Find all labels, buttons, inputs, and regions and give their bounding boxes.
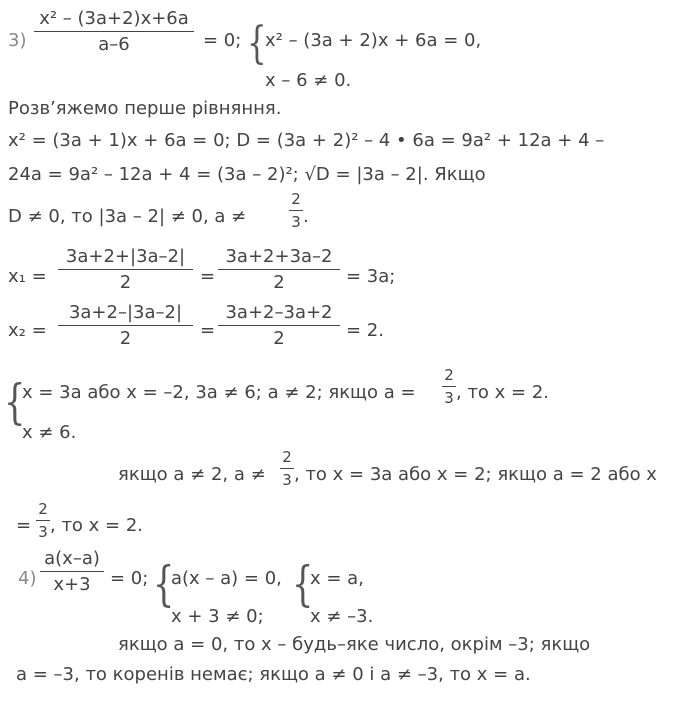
system-2-line-1: x = 3a або x = –2, 3a ≠ 6; a ≠ 2; якщо a = bbox=[22, 382, 416, 403]
system-brace: { bbox=[247, 18, 267, 69]
p4-system-1-line-2: x + 3 ≠ 0; bbox=[171, 606, 264, 627]
fraction-numerator: 3a+2–|3a–2| bbox=[68, 302, 183, 323]
fraction-numerator: 2 bbox=[282, 448, 292, 466]
fraction-bar bbox=[36, 520, 50, 521]
fraction-two-thirds bbox=[289, 190, 303, 231]
fraction-denominator: 2 bbox=[273, 328, 285, 349]
answer-3-line-2-end: , то x = 2. bbox=[50, 515, 144, 536]
system-2-line-2: x ≠ 6. bbox=[22, 422, 77, 443]
fraction-denominator: 2 bbox=[119, 328, 132, 349]
fraction-numerator: 3a+2–3a+2 bbox=[225, 302, 333, 323]
problem-4-fraction bbox=[40, 548, 104, 595]
system-brace: { bbox=[292, 556, 314, 612]
fraction-bar bbox=[289, 210, 303, 211]
fraction-bar bbox=[58, 325, 193, 326]
system-line-1: x² – (3a + 2)x + 6a = 0, bbox=[265, 30, 482, 51]
fraction-denominator: x+3 bbox=[53, 574, 91, 595]
fraction-bar bbox=[442, 386, 456, 387]
fraction-denominator: 3 bbox=[444, 389, 454, 407]
answer-3-line-1-end: , то x = 3a або x = 2; якщо a = 2 або x bbox=[294, 464, 657, 485]
equals-sign: = bbox=[200, 266, 216, 287]
fraction-denominator: 3 bbox=[38, 523, 48, 541]
answer-4-line-2: a = –3, то коренів немає; якщо a ≠ 0 і a ≠ –3, то x = a. bbox=[16, 664, 531, 685]
x2-fraction-1 bbox=[58, 302, 193, 349]
equals-sign: = bbox=[200, 320, 216, 341]
answer-4-line-1: якщо a = 0, то x – будь–яке число, окрім –3; якщо bbox=[118, 634, 591, 655]
x1-fraction-1 bbox=[58, 246, 193, 293]
fraction-denominator: 3 bbox=[291, 213, 301, 231]
system-brace: { bbox=[4, 374, 26, 430]
fraction-numerator: 2 bbox=[291, 190, 301, 208]
p4-system-2-line-2: x ≠ –3. bbox=[310, 606, 374, 627]
fraction-two-thirds bbox=[280, 448, 294, 489]
solve-first-equation: Розв’яжемо перше рівняння. bbox=[8, 98, 282, 119]
fraction-numerator: 2 bbox=[444, 366, 454, 384]
fraction-bar bbox=[34, 31, 194, 32]
fraction-numerator: 3a+2+3a–2 bbox=[225, 246, 333, 267]
system-line-2: x – 6 ≠ 0. bbox=[265, 70, 352, 91]
p4-system-1-line-1: a(x – a) = 0, bbox=[171, 568, 282, 589]
x2-fraction-2 bbox=[218, 302, 340, 349]
system-brace: { bbox=[153, 556, 175, 612]
fraction-bar bbox=[280, 468, 294, 469]
problem-3-label: 3) bbox=[8, 30, 27, 51]
answer-3-line-2-start: = bbox=[16, 515, 32, 536]
equals-zero: = 0; bbox=[203, 30, 242, 51]
problem-4-label: 4) bbox=[18, 568, 37, 589]
fraction-two-thirds bbox=[442, 366, 456, 407]
system-2-line-1-end: , то x = 2. bbox=[456, 382, 550, 403]
x2-label: x₂ = bbox=[8, 320, 47, 341]
fraction-numerator: 3a+2+|3a–2| bbox=[65, 246, 186, 267]
condition-line: D ≠ 0, то |3a – 2| ≠ 0, a ≠ bbox=[8, 206, 247, 227]
discriminant-line-1: x² = (3a + 1)x + 6a = 0; D = (3a + 2)² – 4 • 6a = 9a² + 12a + 4 – bbox=[8, 130, 605, 151]
x1-result: = 3a; bbox=[346, 266, 396, 287]
fraction-bar bbox=[58, 269, 193, 270]
fraction-numerator: x² – (3a+2)x+6a bbox=[39, 8, 189, 29]
equals-zero: = 0; bbox=[110, 568, 149, 589]
fraction-bar bbox=[40, 571, 104, 572]
x1-fraction-2 bbox=[218, 246, 340, 293]
fraction-numerator: 2 bbox=[38, 500, 48, 518]
problem-3-fraction bbox=[34, 8, 194, 55]
period: . bbox=[303, 206, 309, 227]
fraction-denominator: a–6 bbox=[98, 34, 130, 55]
fraction-bar bbox=[218, 325, 340, 326]
fraction-denominator: 2 bbox=[273, 272, 285, 293]
fraction-two-thirds bbox=[36, 500, 50, 541]
answer-3-line-1: якщо a ≠ 2, a ≠ bbox=[118, 464, 266, 485]
x2-result: = 2. bbox=[346, 320, 384, 341]
fraction-denominator: 3 bbox=[282, 471, 292, 489]
fraction-denominator: 2 bbox=[119, 272, 132, 293]
x1-label: x₁ = bbox=[8, 266, 47, 287]
p4-system-2-line-1: x = a, bbox=[310, 568, 364, 589]
fraction-bar bbox=[218, 269, 340, 270]
discriminant-line-2: 24a = 9a² – 12a + 4 = (3a – 2)²; √D = |3a – 2|. Якщо bbox=[8, 164, 486, 185]
fraction-numerator: a(x–a) bbox=[44, 548, 100, 569]
